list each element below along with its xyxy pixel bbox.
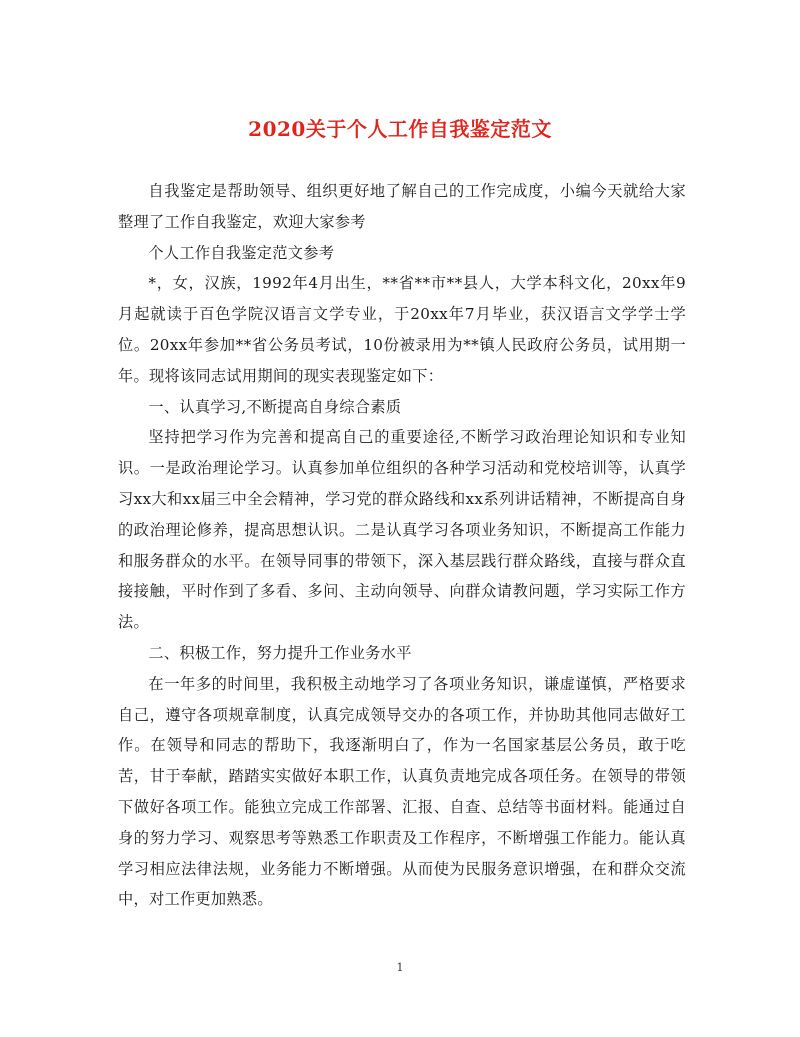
document-title: 2020关于个人工作自我鉴定范文 xyxy=(248,117,552,141)
section-heading-study: 一、认真学习,不断提高自身综合素质 xyxy=(148,397,402,416)
section-heading-sample: 个人工作自我鉴定范文参考 xyxy=(148,243,335,262)
study-paragraph: 坚持把学习作为完善和提高自己的重要途径,不断学习政治理论知识和专业知识。一是政治理论学习。认真参加单位组织的各种学习活动和党校培训等，认真学习xx大和xx届三中全会精神，学习党的群众路线和xx系列讲话精神，不断提高自身的政治理论修养，提高思想认识。二是认真学习各项业务知识，不断提高工作能力和服务群众的水平。在领导同事的带领下，深入基层践行群众路线，直接与群众直接接触，平时作到了多看、多问、主动向领导、向群众请教问题，学习实际工作方法。 xyxy=(118,428,686,632)
intro-paragraph: 自我鉴定是帮助领导、组织更好地了解自己的工作完成度，小编今天就给大家整理了工作自我鉴定，欢迎大家参考 xyxy=(118,182,686,231)
section-heading-work: 二、积极工作，努力提升工作业务水平 xyxy=(148,643,412,662)
document-body xyxy=(118,176,686,915)
work-paragraph: 在一年多的时间里，我积极主动地学习了各项业务知识，谦虚谨慎，严格要求自己，遵守各项规章制度，认真完成领导交办的各项工作，并协助其他同志做好工作。在领导和同志的帮助下，我逐渐明白了，作为一名国家基层公务员，敢于吃苦，甘于奉献，踏踏实实做好本职工作，认真负责地完成各项任务。在领导的带领下做好各项工作。能独立完成工作部署、汇报、自查、总结等书面材料。能通过自身的努力学习、观察思考等熟悉工作职责及工作程序，不断增强工作能力。能认真学习相应法律法规，业务能力不断增强。从而使为民服务意识增强，在和群众交流中，对工作更加熟悉。 xyxy=(118,674,686,909)
profile-paragraph: *，女，汉族，1992年4月出生，**省**市**县人，大学本科文化，20xx年9月起就读于百色学院汉语言文学专业，于20xx年7月毕业，获汉语言文学学士学位。20xx年参加**省公务员考试，10份被录用为**镇人民政府公务员，试用期一年。现将该同志试用期间的现实表现鉴定如下： xyxy=(118,274,686,385)
page-number: 1 xyxy=(396,961,404,974)
